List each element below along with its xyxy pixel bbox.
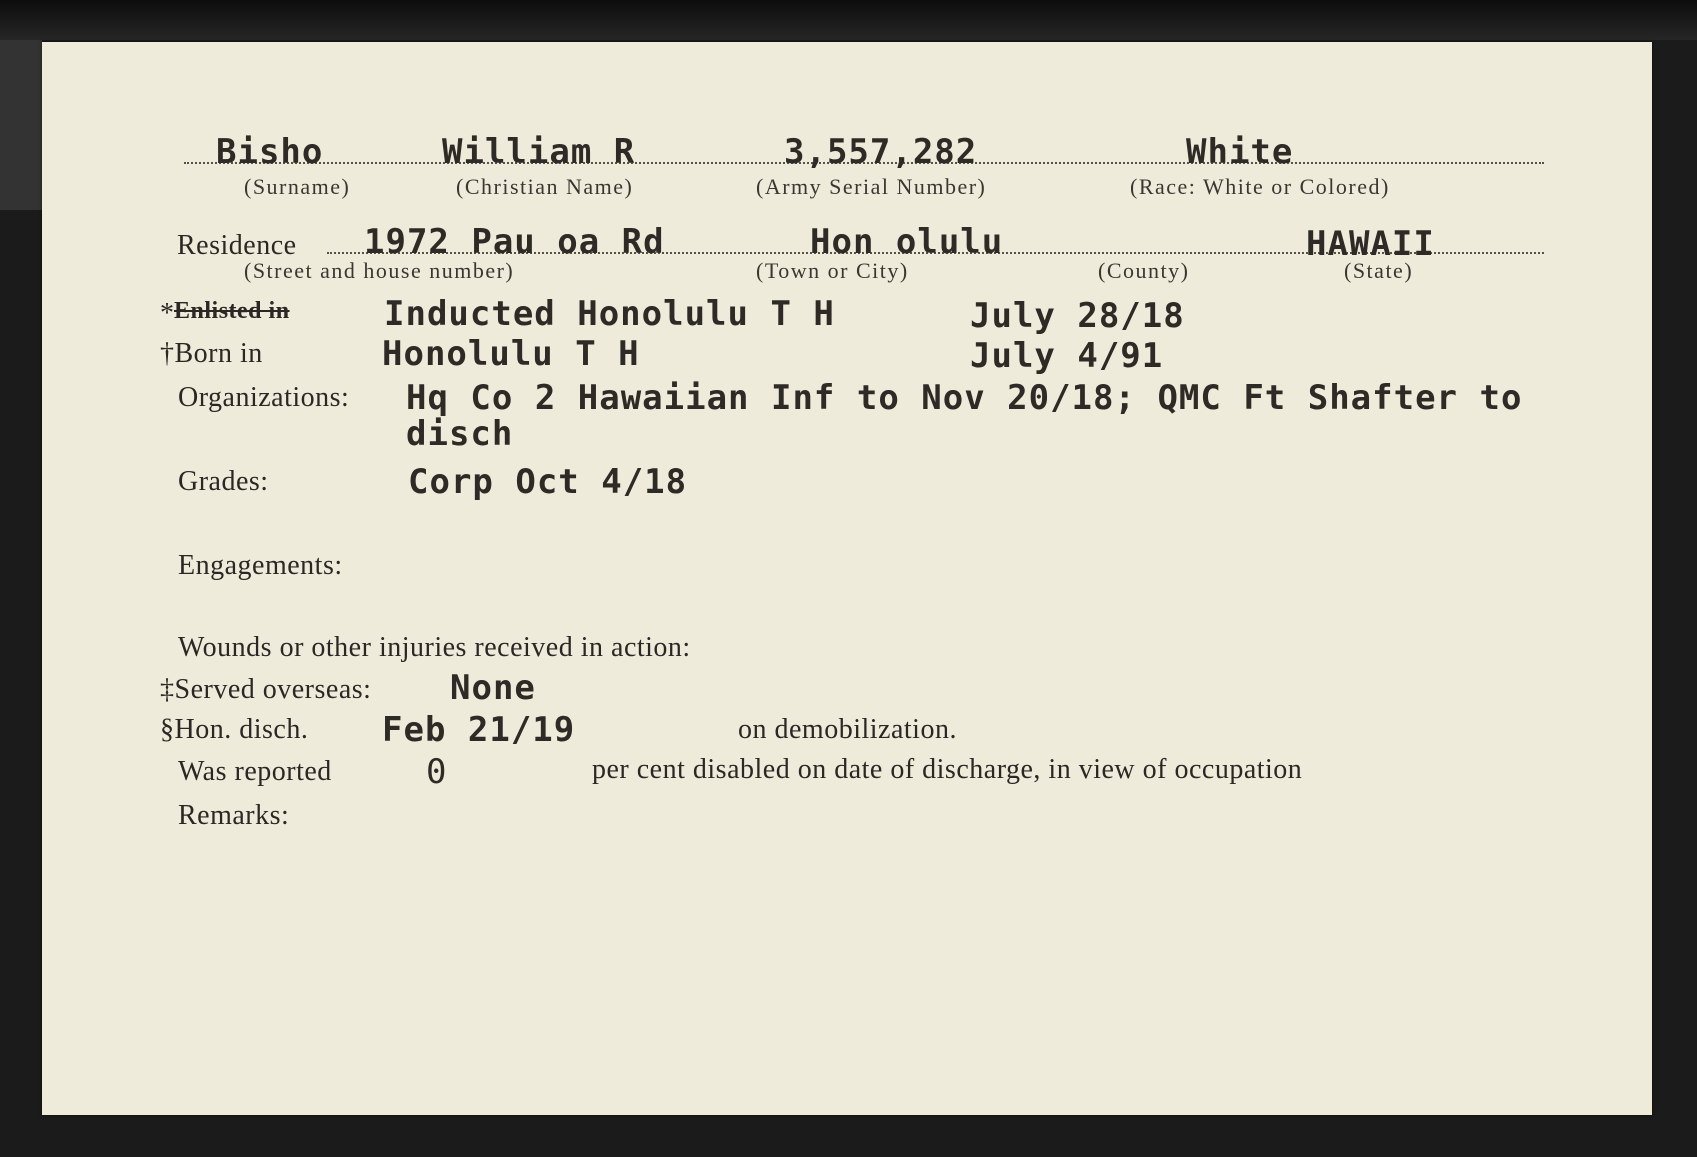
born-label: †Born in — [160, 338, 263, 369]
street-caption: (Street and house number) — [244, 258, 515, 283]
born-date: July 4/91 — [970, 336, 1164, 376]
service-record-card — [42, 42, 1652, 1115]
serial-number-value: 3,557,282 — [784, 132, 978, 172]
surname-caption: (Surname) — [244, 174, 351, 199]
hon-disch-label: §Hon. disch. — [160, 714, 309, 745]
state-value: HAWAII — [1306, 224, 1435, 264]
reported-value: 0 — [426, 752, 448, 792]
served-overseas-value: None — [450, 668, 536, 708]
county-caption: (County) — [1098, 258, 1190, 283]
demobilization-label: on demobilization. — [738, 714, 957, 745]
scan-border-top — [0, 0, 1697, 40]
hon-disch-value: Feb 21/19 — [382, 710, 576, 750]
christian-name-value: William R — [442, 132, 636, 172]
town-value: Hon olulu — [810, 222, 1004, 262]
christian-name-caption: (Christian Name) — [456, 174, 634, 199]
surname-value: Bisho — [216, 132, 324, 172]
engagements-label: Engagements: — [178, 550, 343, 581]
town-caption: (Town or City) — [756, 258, 909, 283]
street-value: 1972 Pau oa Rd — [364, 222, 665, 262]
grades-label: Grades: — [178, 466, 269, 497]
grades-value: Corp Oct 4/18 — [408, 462, 688, 502]
disabled-label: per cent disabled on date of discharge, in view of occupation — [592, 754, 1303, 785]
scan-border-left — [0, 40, 42, 210]
organizations-label: Organizations: — [178, 382, 350, 413]
residence-label: Residence — [177, 230, 297, 261]
race-value: White — [1186, 132, 1294, 172]
reported-label: Was reported — [178, 756, 332, 787]
enlisted-label-struck: Enlisted in — [174, 298, 290, 324]
enlisted-date: July 28/18 — [970, 296, 1185, 336]
race-caption: (Race: White or Colored) — [1130, 174, 1390, 199]
wounds-label: Wounds or other injuries received in action: — [178, 632, 691, 663]
organizations-line-2: disch — [406, 414, 514, 454]
born-place: Honolulu T H — [382, 334, 640, 374]
enlisted-value: Inducted Honolulu T H — [384, 294, 835, 334]
serial-number-caption: (Army Serial Number) — [756, 174, 987, 199]
enlisted-asterisk: * — [160, 298, 175, 329]
served-overseas-label: ‡Served overseas: — [160, 674, 372, 705]
remarks-label: Remarks: — [178, 800, 290, 831]
organizations-line-1: Hq Co 2 Hawaiian Inf to Nov 20/18; QMC Ft Shafter to — [406, 378, 1523, 418]
state-caption: (State) — [1344, 258, 1414, 283]
